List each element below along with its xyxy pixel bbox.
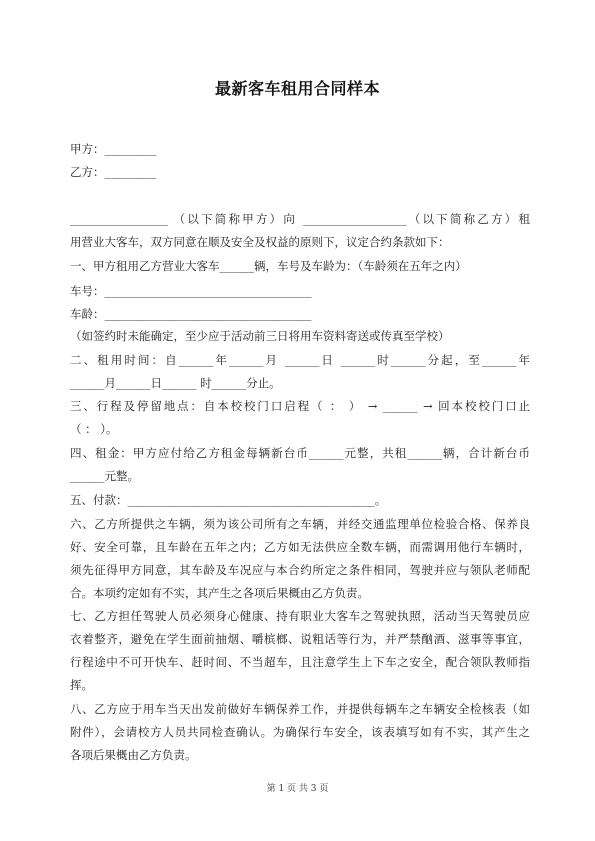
clause-5-line: 五、付款：___________________________________________。 — [70, 493, 387, 507]
intro-line: _________________ （以下简称甲方）向 __________________（以下简称乙方）租 — [70, 212, 530, 226]
clause-4-line: 四、租金：甲方应付给乙方租金每辆新台币______元整，共租______辆，合计新台币 — [70, 446, 530, 460]
intro-line: 用营业大客车，双方同意在顺及安全及权益的原则下，议定合约条款如下： — [70, 235, 450, 249]
clause-8-line: 各项后果概由乙方负责。 — [70, 748, 197, 762]
car-number-line: 车号：____________________________________ — [70, 284, 312, 298]
clause-7-line: 七、乙方担任驾驶人员必须身心健康、持有职业大客车之驾驶执照，活动当天驾驶员应 — [70, 609, 530, 623]
clause-8-line: 附件），会请校方人员共同检查确认。为确保行车安全，该表填写如有不实，其产生之 — [70, 725, 530, 739]
clause-4-line: ______元整。 — [70, 469, 139, 483]
clause-6-line: 好、安全可靠，且车龄在五年之内；乙方如无法供应全数车辆，而需调用他行车辆时， — [70, 540, 530, 554]
clause-1-note: （如签约时未能确定，至少应于活动前三日将用车资料寄送或传真至学校） — [70, 329, 450, 343]
party-a-line: 甲方：_________ — [70, 142, 157, 156]
clause-2-line: ______月______日______ 时______分止。 — [70, 376, 281, 390]
clause-7-line: 挥。 — [70, 678, 93, 692]
party-b-line: 乙方：_________ — [70, 165, 157, 179]
clause-6-line: 六、乙方所提供之车辆，须为该公司所有之车辆，并经交通监理单位检验合格、保养良 — [70, 517, 530, 531]
clause-7-line: 衣着整齐，避免在学生面前抽烟、嚼槟榔、说粗话等行为，并严禁酗酒、滋事等事宜， — [70, 632, 530, 646]
clause-2-line: 二、租用时间：自______年______月 ______日 ______时______分起，至______年 — [70, 353, 530, 367]
page-number-footer: 第 1 页 共 3 页 — [266, 784, 329, 794]
clause-8-line: 八、乙方应于用车当天出发前做好车辆保养工作，并提供每辆车之车辆安全检核表（如 — [70, 702, 530, 716]
car-age-line: 车龄：____________________________________ — [70, 307, 312, 321]
clause-3-line: 三、行程及停留地点：自本校校门口启程（ ： ） → ______ → 回本校校门口止 — [70, 399, 530, 413]
document-title: 最新客车租用合同样本 — [214, 79, 380, 98]
clause-6-line: 须先征得甲方同意，其车龄及车况应与本合约所定之条件相同，驾驶并应与领队老师配 — [70, 563, 530, 577]
clause-3-line: （ ： ）。 — [70, 422, 118, 436]
clause-1-line: 一、甲方租用乙方营业大客车______辆，车号及车龄为：（车龄须在五年之内） — [70, 259, 467, 273]
clause-6-line: 合。本项约定如有不实，其产生之各项后果概由乙方负责。 — [70, 586, 369, 600]
clause-7-line: 行程途中不可开快车、赶时间、不当超车，且注意学生上下车之安全，配合领队教师指 — [70, 655, 530, 669]
